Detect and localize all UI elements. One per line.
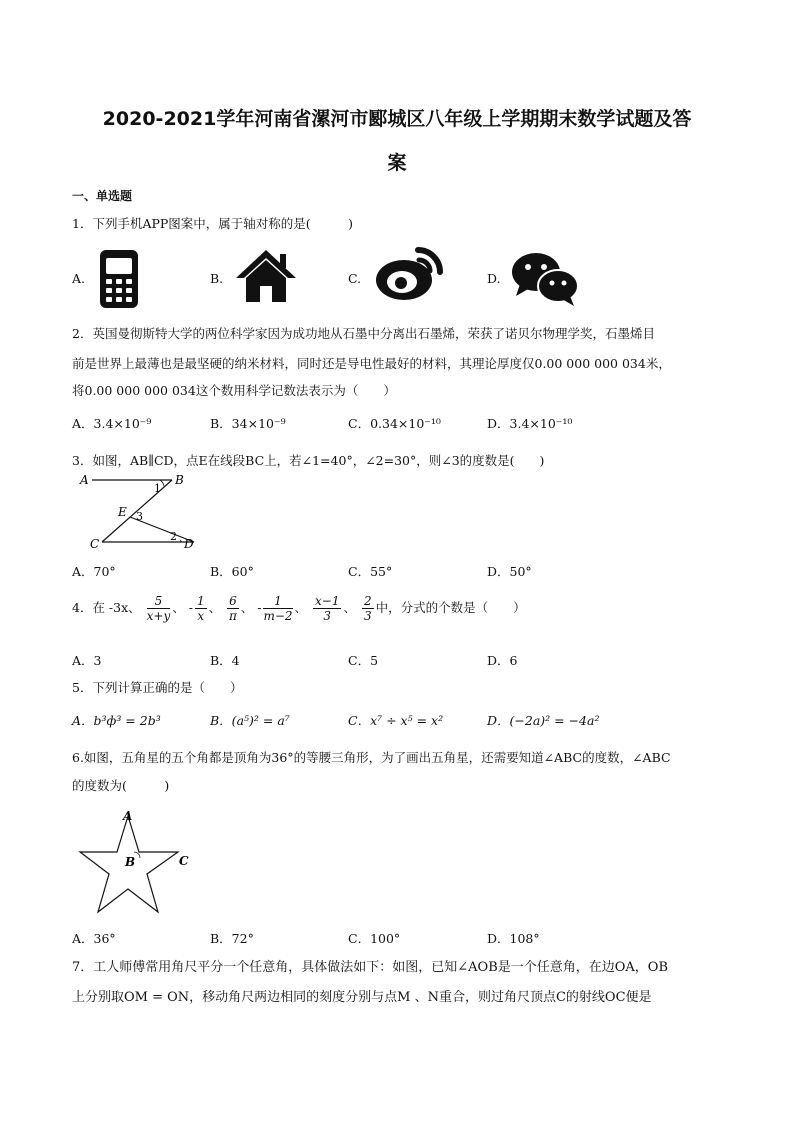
q2-option-b: B．34×10⁻⁹ [210, 416, 286, 431]
weibo-icon [374, 242, 446, 308]
fig6-label-c: C [179, 854, 189, 868]
q4-option-b: B．4 [210, 653, 240, 668]
q4-option-a: A．3 [72, 653, 102, 668]
page-title: 2020-2021学年河南省漯河市郾城区八年级上学期期末数学试题及答 [102, 108, 692, 130]
q5-option-a: A．b³ф³ = 2b³ [72, 713, 161, 728]
fig3-label-3: 3 [136, 510, 143, 523]
q3-option-b: B．60° [210, 564, 254, 579]
question-7-line-1: 7．工人师傅常用角尺平分一个任意角，具体做法如下：如图，已知∠AOB是一个任意角，在边OA，OB [72, 960, 669, 975]
fig6-label-a: A [123, 809, 133, 823]
q1-option-b-label: B. [210, 271, 224, 286]
q2-option-d: D．3.4×10⁻¹⁰ [487, 416, 573, 431]
wechat-icon [510, 250, 580, 310]
house-icon [234, 248, 298, 308]
fig3-label-b: B [175, 473, 184, 487]
question-4-stem: 4．在 -3x、 $\frac{5}{x+y}$ 、 - $\frac{1}{x}$ 、 $\frac{6}{\pi}$ 、 - $\frac{1}{m-2}$ 、 $\frac{x-1}{3}$ 、 $\frac{2}{3}$ 中，分式的个数是（ ） [72, 594, 526, 623]
q5-option-d: D．(−2a)² = −4a² [487, 713, 600, 728]
q4-suffix: 中，分式的个数是（ ） [375, 600, 526, 615]
page-title-continued: 案 [387, 152, 407, 174]
q4-fraction-5: $\frac{x-1}{3}$ [315, 594, 340, 623]
q5-option-b: B．(a⁵)² = a⁷ [210, 713, 290, 728]
q4-option-d: D．6 [487, 653, 518, 668]
q1-option-a-label: A. [72, 271, 86, 286]
question-2-line-3: 将0.00 000 000 034这个数用科学记数法表示为（ ） [72, 383, 396, 398]
q2-option-a: A．3.4×10⁻⁹ [72, 416, 152, 431]
q4-fraction-2: $\frac{1}{x}$ [196, 594, 205, 623]
q4-option-c: C．5 [348, 653, 379, 668]
q4-fraction-4: $\frac{1}{m-2}$ [263, 594, 293, 623]
q3-option-c: C．55° [348, 564, 393, 579]
q4-prefix: 4．在 -3x、 [72, 600, 141, 615]
question-5-stem: 5．下列计算正确的是（ ） [72, 680, 243, 695]
q4-frac2-sign: - [188, 600, 193, 615]
q2-option-c: C．0.34×10⁻¹⁰ [348, 416, 441, 431]
q1-option-d-label: D. [487, 271, 501, 286]
question-1-stem: 1．下列手机APP图案中，属于轴对称的是( ) [72, 216, 354, 231]
question-2-line-2: 前是世界上最薄也是最坚硬的纳米材料，同时还是导电性最好的材料，其理论厚度仅0.00 000 000 034米， [72, 356, 671, 371]
fig3-label-e: E [118, 505, 127, 519]
q6-option-c: C．100° [348, 931, 401, 946]
fig3-label-2: 2 [170, 530, 177, 543]
q6-option-a: A．36° [72, 931, 116, 946]
fig3-label-d: D [184, 537, 194, 551]
fig3-label-c: C [90, 537, 100, 551]
q6-star-figure [78, 808, 198, 920]
question-3-stem: 3．如图，AB∥CD，点E在线段BC上，若∠1=40°，∠2=30°，则∠3的度数是( ) [72, 453, 545, 468]
fig3-label-1: 1 [154, 482, 161, 495]
phone-icon [98, 248, 140, 314]
q4-frac4-sign: - [257, 600, 262, 615]
q3-parallel-lines-figure [78, 470, 208, 556]
q3-option-a: A．70° [72, 564, 116, 579]
question-2-line-1: 2．英国曼彻斯特大学的两位科学家因为成功地从石墨中分离出石墨烯，荣获了诺贝尔物理学奖，石墨烯目 [72, 326, 655, 341]
q1-option-c-label: C. [348, 271, 362, 286]
fig6-label-b: B [125, 855, 136, 869]
q4-fraction-3: $\frac{6}{\pi}$ [228, 594, 237, 623]
q4-fraction-1: $\frac{5}{x+y}$ [146, 594, 171, 623]
question-6-line-1: 6.如图，五角星的五个角都是顶角为36°的等腰三角形，为了画出五角星，还需要知道∠ABC的度数，∠ABC [72, 750, 671, 765]
question-6-line-2: 的度数为( ) [72, 778, 170, 793]
q6-option-b: B．72° [210, 931, 254, 946]
question-7-line-2: 上分别取OM = ON，移动角尺两边相同的刻度分别与点M 、N重合，则过角尺顶点C的射线OC便是 [72, 990, 652, 1005]
q6-option-d: D．108° [487, 931, 540, 946]
fig3-label-a: A [80, 473, 89, 487]
q5-option-c: C．x⁷ ÷ x⁵ = x² [348, 713, 444, 728]
section-heading: 一、单选题 [72, 189, 133, 203]
q4-fraction-6: $\frac{2}{3}$ [363, 594, 372, 623]
q3-option-d: D．50° [487, 564, 532, 579]
